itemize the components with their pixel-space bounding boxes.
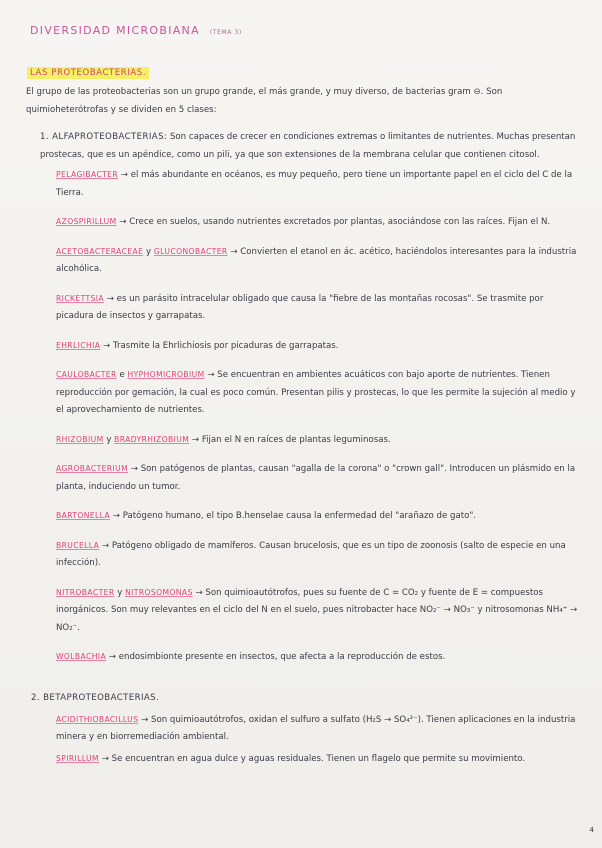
entry-term: PELAGIBACTER bbox=[56, 170, 119, 179]
page-subtitle: (TEMA 3) bbox=[209, 29, 242, 36]
entry-term: SPIRILLUM bbox=[56, 753, 99, 763]
intro-paragraph: El grupo de las proteobacterias son un grupo grande, el más grande, y muy diverso, de bacterias gram ⊖. Son quimioheterótrofas y se dividen en 5 clases: bbox=[26, 87, 503, 115]
page-title: DIVERSIDAD MICROBIANA bbox=[30, 24, 200, 37]
entry-text: → Se encuentran en ambientes acuáticos con bajo aporte de nutrientes. Tienen reproducción por gemación, la cual es poco común. Presentan pilis y prostecas, lo que les permite la sujeción al medio y el aprovechamiento de nutrientes. bbox=[56, 370, 576, 415]
entry-term: RHIZOBIUM bbox=[56, 434, 104, 444]
entry-text: → Fijan el N en raíces de plantas leguminosas. bbox=[191, 434, 391, 445]
entry-text: → endosimbionte presente en insectos, que afecta a la reproducción de estos. bbox=[108, 652, 446, 662]
entry-term: WOLBACHIA bbox=[56, 652, 107, 661]
entry-connector: y bbox=[117, 587, 123, 598]
subsection-text: Son capaces de crecer en condiciones extremas o limitantes de nutrientes. Muchas presentan prostecas, que es un apéndice, como un pili, ya que son extensiones de la membrana celular que contienen citosol. bbox=[40, 132, 576, 160]
entry-agrobacterium bbox=[56, 460, 582, 496]
entry-text: → Convierten el etanol en ác. acético, haciéndolos interesantes para la industria alcohólica. bbox=[56, 246, 577, 274]
entry-wolbachia bbox=[56, 648, 582, 667]
entry-connector: y bbox=[146, 246, 152, 257]
entry-spirillum bbox=[56, 750, 582, 769]
entry-term: BARTONELLA bbox=[56, 511, 111, 520]
entry-bartonella bbox=[56, 507, 582, 526]
section-heading-proteobacterias: LAS PROTEOBACTERIAS. bbox=[27, 67, 149, 79]
entry-term: ACIDITHIOBACILLUS bbox=[56, 714, 139, 724]
entry-term-2: NITROSOMONAS bbox=[125, 587, 193, 597]
page-number: 4 bbox=[589, 826, 594, 834]
entry-term-2: HYPHOMICROBIUM bbox=[127, 370, 205, 379]
entry-term: AGROBACTERIUM bbox=[56, 464, 129, 473]
entry-text: → Patógeno humano, el tipo B.henselae causa la enfermedad del "arañazo de gato". bbox=[112, 511, 477, 521]
section-heading-betaproteobacterias: 2. BETAPROTEOBACTERIAS. bbox=[31, 692, 160, 703]
entry-acetobacteraceae bbox=[56, 243, 582, 279]
entry-pelagibacter bbox=[56, 166, 582, 202]
entry-text: → Son patógenos de plantas, causan "agalla de la corona" o "crown gall". Introducen un plásmido en la planta, induciendo un tumor. bbox=[56, 464, 576, 492]
subsection-heading: 1. ALFAPROTEOBACTERIAS: bbox=[40, 132, 168, 142]
entry-connector: y bbox=[106, 434, 112, 445]
beta-entries-list bbox=[56, 711, 582, 769]
entry-rickettsia bbox=[56, 290, 582, 326]
entry-rhizobium bbox=[56, 431, 582, 450]
entry-text: → Crece en suelos, usando nutrientes excretados por plantas, asociándose con las raíces. Fijan el N. bbox=[119, 217, 551, 227]
entry-text: → el más abundante en océanos, es muy pequeño, pero tiene un importante papel en el ciclo del C de la Tierra. bbox=[56, 170, 573, 198]
entry-brucella bbox=[56, 537, 582, 573]
entry-term: EHRLICHIA bbox=[56, 340, 101, 350]
entry-term: AZOSPIRILLUM bbox=[56, 217, 117, 226]
subsection-alfaproteobacterias bbox=[40, 128, 582, 164]
entry-term: BRUCELLA bbox=[56, 540, 100, 550]
entry-caulobacter bbox=[56, 366, 582, 420]
entry-connector: e bbox=[119, 370, 125, 380]
entry-acidithiobacillus bbox=[56, 711, 582, 747]
entry-text: → Se encuentran en agua dulce y aguas residuales. Tienen un flagelo que permite su movimiento. bbox=[101, 753, 526, 764]
entry-text: → Son quimioautótrofos, oxidan el sulfuro a sulfato (H₂S → SO₄²⁻). Tienen aplicaciones en la industria minera y en biorremediación ambiental. bbox=[56, 714, 576, 742]
entry-azospirillum bbox=[56, 213, 582, 232]
entry-text: → Trasmite la Ehrlichiosis por picaduras de garrapatas. bbox=[103, 340, 339, 351]
entry-term-2: GLUCONOBACTER bbox=[153, 246, 228, 256]
entry-term: ACETOBACTERACEAE bbox=[56, 246, 144, 256]
entry-nitrobacter bbox=[56, 584, 582, 638]
entry-text: → es un parásito intracelular obligado que causa la "fiebre de las montañas rocosas". Se trasmite por picadura de insectos y garrapatas. bbox=[56, 293, 544, 321]
entry-text: → Patógeno obligado de mamíferos. Causan brucelosis, que es un tipo de zoonosis (salto de especie en una infección). bbox=[56, 540, 566, 568]
entry-ehrlichia bbox=[56, 337, 582, 356]
header bbox=[30, 24, 582, 37]
entry-text: → Son quimioautótrofos, pues su fuente de C = CO₂ y fuente de E = compuestos inorgánicos. Son muy relevantes en el ciclo del N en el suelo, pues nitrobacter hace NO₂⁻ → NO₃⁻ y nitrosomonas NH₄⁺ → NO₂⁻. bbox=[56, 587, 578, 633]
entry-term-2: BRADYRHIZOBIUM bbox=[114, 434, 190, 444]
entry-term: RICKETTSIA bbox=[56, 293, 104, 303]
alfa-entries-list bbox=[56, 166, 582, 667]
entry-term: CAULOBACTER bbox=[56, 370, 117, 379]
entry-term: NITROBACTER bbox=[56, 587, 115, 597]
